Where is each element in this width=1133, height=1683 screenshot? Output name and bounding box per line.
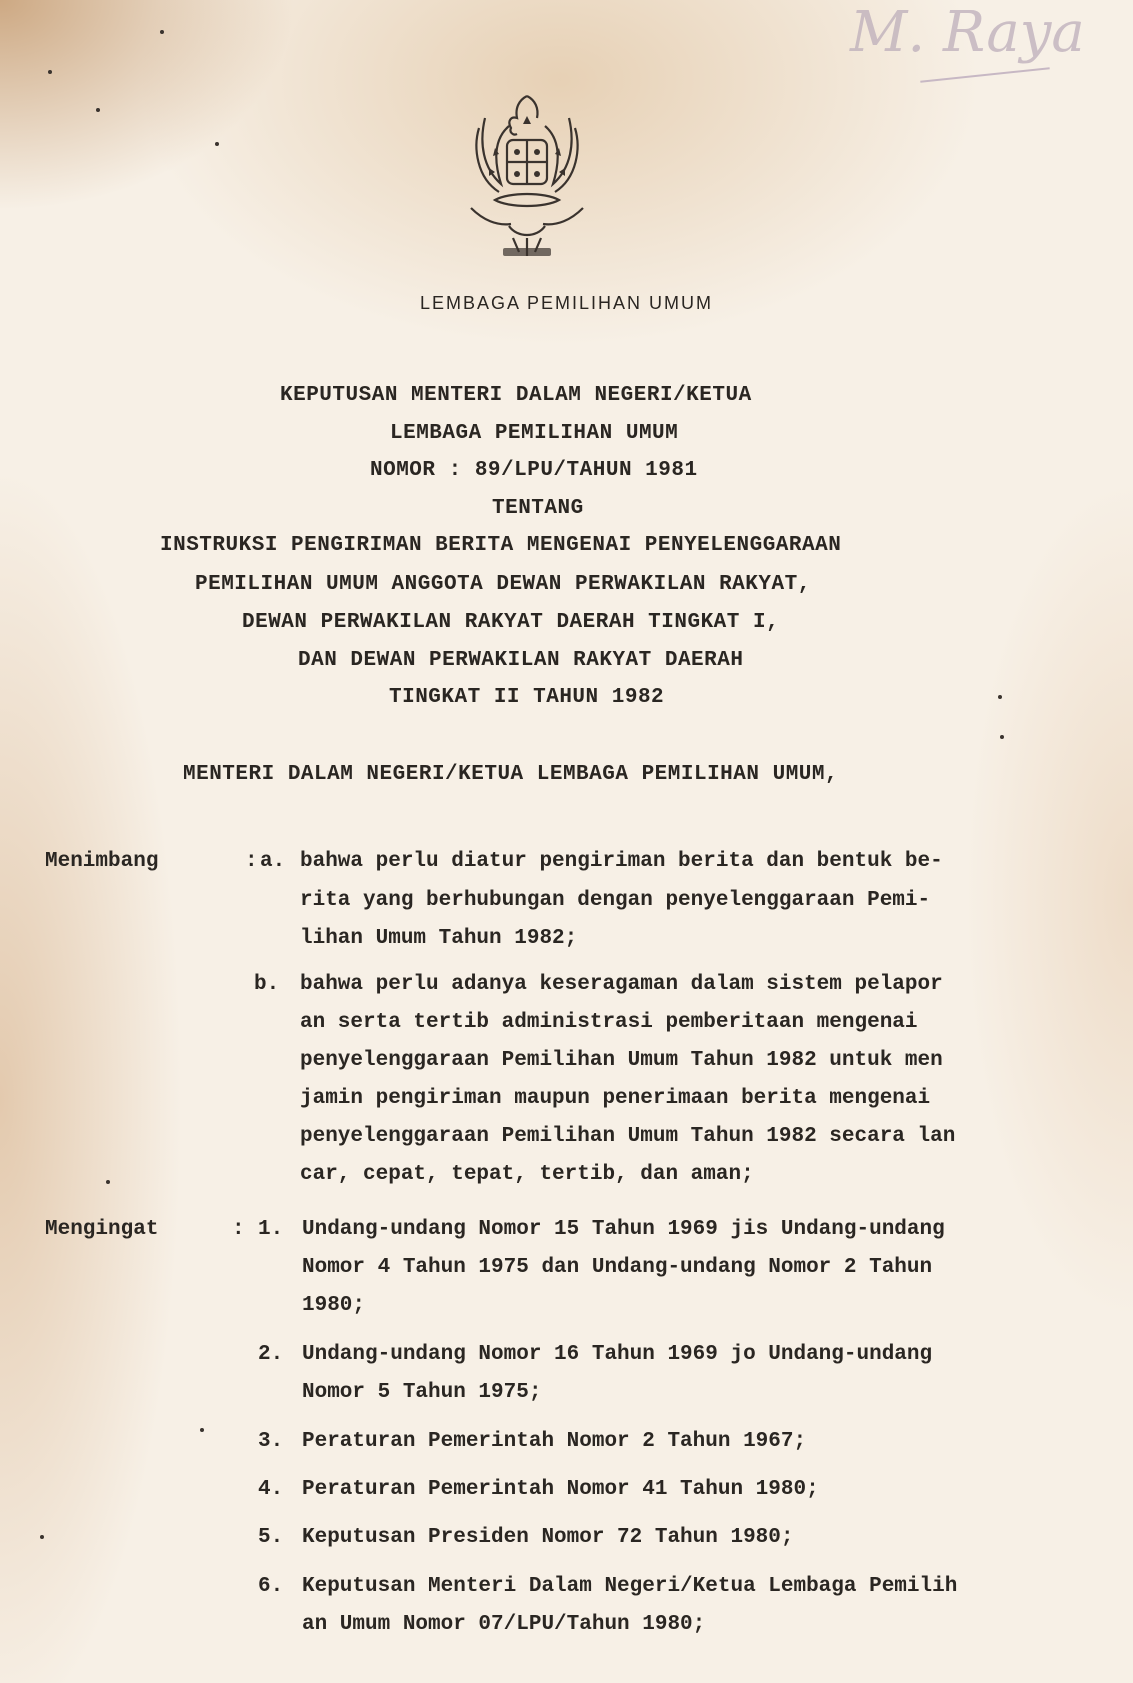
menimbang-b-line-1: bahwa perlu adanya keseragaman dalam sistem pelapor — [300, 973, 943, 996]
menimbang-label: Menimbang — [45, 850, 159, 873]
mengingat-4-line-1: Peraturan Pemerintah Nomor 41 Tahun 1980; — [302, 1478, 819, 1501]
garuda-emblem-icon — [465, 88, 590, 266]
official-title: MENTERI DALAM NEGERI/KETUA LEMBAGA PEMILIHAN UMUM, — [183, 763, 839, 786]
handwritten-note: M. Raya — [850, 0, 1085, 65]
agency-name: LEMBAGA PEMILIHAN UMUM — [419, 293, 714, 313]
speck — [998, 695, 1002, 699]
menimbang-b-line-4: jamin pengiriman maupun penerimaan berita mengenai — [300, 1087, 931, 1110]
speck — [160, 30, 164, 34]
mengingat-1-line-1: Undang-undang Nomor 15 Tahun 1969 jis Undang-undang — [302, 1218, 945, 1241]
heading-subject-4: DAN DEWAN PERWAKILAN RAKYAT DAERAH — [298, 649, 744, 672]
heading-subject-1: INSTRUKSI PENGIRIMAN BERITA MENGENAI PENYELENGGARAAN — [160, 534, 842, 557]
speck — [96, 108, 100, 112]
menimbang-a-line-3: lihan Umum Tahun 1982; — [300, 927, 578, 950]
mengingat-marker-5: 5. — [258, 1526, 284, 1549]
heading-subject-2: PEMILIHAN UMUM ANGGOTA DEWAN PERWAKILAN RAKYAT, — [195, 573, 811, 596]
mengingat-marker-2: 2. — [258, 1343, 284, 1366]
menimbang-marker-a: a. — [260, 850, 286, 873]
speck — [106, 1180, 110, 1184]
heading-subject-5: TINGKAT II TAHUN 1982 — [389, 686, 665, 709]
menimbang-b-line-2: an serta tertib administrasi pemberitaan mengenai — [300, 1011, 918, 1034]
menimbang-b-line-5: penyelenggaraan Pemilihan Umum Tahun 1982 secara lan — [300, 1125, 956, 1148]
menimbang-a-line-1: bahwa perlu diatur pengiriman berita dan bentuk be- — [300, 850, 943, 873]
mengingat-1-line-3: 1980; — [302, 1294, 366, 1317]
heading-tentang: TENTANG — [492, 497, 584, 520]
mengingat-colon: : — [232, 1218, 245, 1241]
mengingat-marker-1: 1. — [258, 1218, 284, 1241]
mengingat-marker-6: 6. — [258, 1575, 284, 1598]
menimbang-b-line-3: penyelenggaraan Pemilihan Umum Tahun 1982 untuk men — [300, 1049, 943, 1072]
heading-number: NOMOR : 89/LPU/TAHUN 1981 — [370, 459, 698, 482]
mengingat-6-line-2: an Umum Nomor 07/LPU/Tahun 1980; — [302, 1613, 706, 1636]
speck — [215, 142, 219, 146]
heading-line-2: LEMBAGA PEMILIHAN UMUM — [390, 422, 679, 445]
menimbang-a-line-2: rita yang berhubungan dengan penyelenggaraan Pemi- — [300, 889, 931, 912]
mengingat-2-line-1: Undang-undang Nomor 16 Tahun 1969 jo Undang-undang — [302, 1343, 933, 1366]
speck — [200, 1428, 204, 1432]
mengingat-marker-3: 3. — [258, 1430, 284, 1453]
menimbang-colon: : — [245, 850, 258, 873]
mengingat-label: Mengingat — [45, 1218, 159, 1241]
menimbang-b-line-6: car, cepat, tepat, tertib, dan aman; — [300, 1163, 754, 1186]
menimbang-marker-b: b. — [254, 973, 280, 996]
mengingat-marker-4: 4. — [258, 1478, 284, 1501]
mengingat-1-line-2: Nomor 4 Tahun 1975 dan Undang-undang Nomor 2 Tahun — [302, 1256, 933, 1279]
mengingat-5-line-1: Keputusan Presiden Nomor 72 Tahun 1980; — [302, 1526, 794, 1549]
mengingat-6-line-1: Keputusan Menteri Dalam Negeri/Ketua Lembaga Pemilih — [302, 1575, 958, 1598]
speck — [40, 1535, 44, 1539]
mengingat-3-line-1: Peraturan Pemerintah Nomor 2 Tahun 1967; — [302, 1430, 807, 1453]
speck — [48, 70, 52, 74]
heading-line-1: KEPUTUSAN MENTERI DALAM NEGERI/KETUA — [280, 384, 752, 407]
heading-subject-3: DEWAN PERWAKILAN RAKYAT DAERAH TINGKAT I, — [242, 611, 780, 634]
speck — [1000, 735, 1004, 739]
mengingat-2-line-2: Nomor 5 Tahun 1975; — [302, 1381, 542, 1404]
